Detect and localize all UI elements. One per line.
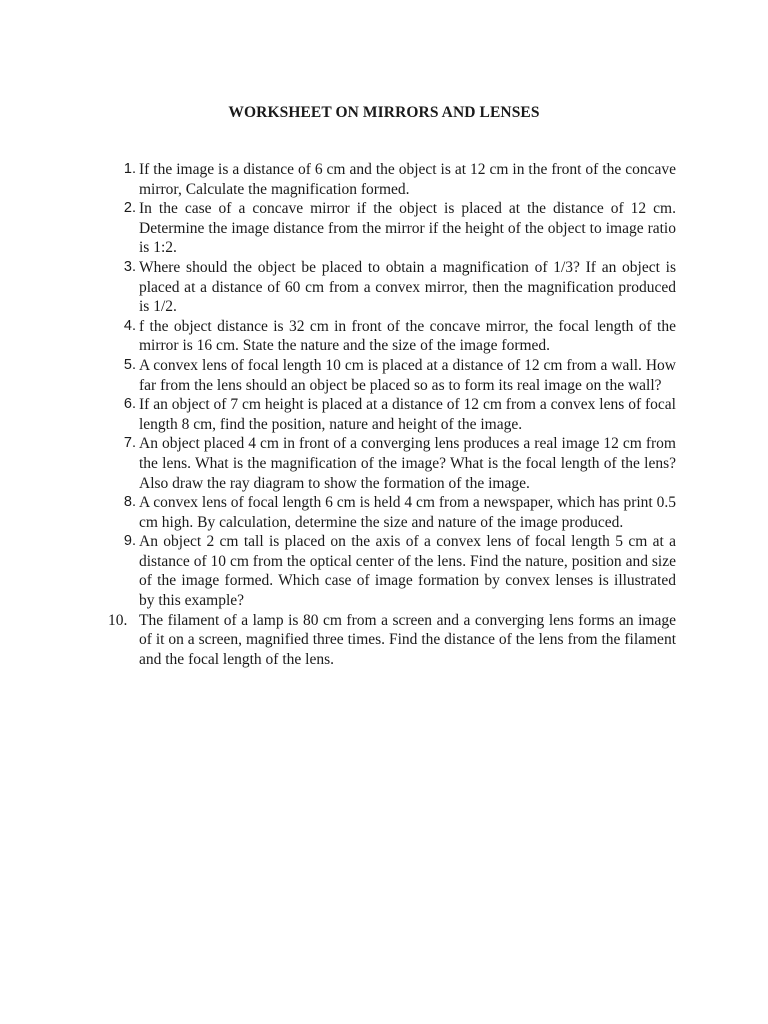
- question-number: 1.: [123, 161, 136, 177]
- question-number: 7.: [123, 435, 136, 452]
- question-text: An object placed 4 cm in front of a converging lens produces a real image 12 cm from the lens. What is the magnification of the image? What is the focal length of the lens? Also draw the ray diagram to show the formation of the image.: [139, 435, 676, 492]
- question-list: [108, 160, 676, 669]
- question-text: If the image is a distance of 6 cm and the object is at 12 cm in the front of the concave mirror, Calculate the magnification formed.: [139, 161, 676, 198]
- question-number: 2.: [123, 200, 136, 217]
- question-text: In the case of a concave mirror if the object is placed at the distance of 12 cm. Determine the image distance from the mirror if the height of the object to image ratio is 1:2.: [139, 200, 676, 257]
- question-text: If an object of 7 cm height is placed at a distance of 12 cm from a convex lens of focal length 8 cm, find the position, nature and height of the image.: [139, 396, 676, 433]
- question-item-9: [112, 532, 676, 610]
- question-item-7: [112, 434, 676, 493]
- question-text: Where should the object be placed to obtain a magnification of 1/3? If an object is placed at a distance of 60 cm from a convex mirror, then the magnification produced is 1/2.: [139, 258, 676, 316]
- question-number: 10.: [108, 611, 128, 629]
- question-number: 3.: [123, 258, 136, 275]
- question-text: f the object distance is 32 cm in front of the concave mirror, the focal length of the mirror is 16 cm. State the nature and the size of the image formed.: [139, 317, 676, 355]
- question-text: A convex lens of focal length 10 cm is placed at a distance of 12 cm from a wall. How far from the lens should an object be placed so as to form its real image on the wall?: [139, 356, 676, 394]
- question-item-5: [112, 356, 676, 395]
- question-item-4: [112, 317, 676, 356]
- question-item-6: [112, 395, 676, 434]
- question-item-3: [112, 258, 676, 317]
- question-item-10: [108, 611, 676, 670]
- question-number: 4.: [123, 317, 136, 334]
- question-number: 8.: [123, 494, 136, 511]
- question-text: An object 2 cm tall is placed on the axis of a convex lens of focal length 5 cm at a distance of 10 cm from the optical center of the lens. Find the nature, position and size of the image formed. Which case of image formation by convex lenses is illustrated by this example?: [139, 533, 676, 610]
- question-item-8: [112, 493, 676, 532]
- question-number: 6.: [123, 396, 136, 413]
- question-number: 5.: [123, 356, 136, 373]
- question-text: A convex lens of focal length 6 cm is held 4 cm from a newspaper, which has print 0.5 cm high. By calculation, determine the size and nature of the image produced.: [139, 494, 676, 531]
- question-item-1: [112, 160, 676, 199]
- question-text: The filament of a lamp is 80 cm from a screen and a converging lens forms an image of it on a screen, magnified three times. Find the distance of the lens from the filament and the focal length of the lens.: [139, 611, 676, 668]
- question-number: 9.: [123, 533, 136, 550]
- worksheet-title: WORKSHEET ON MIRRORS AND LENSES: [228, 104, 540, 121]
- question-item-2: [112, 199, 676, 258]
